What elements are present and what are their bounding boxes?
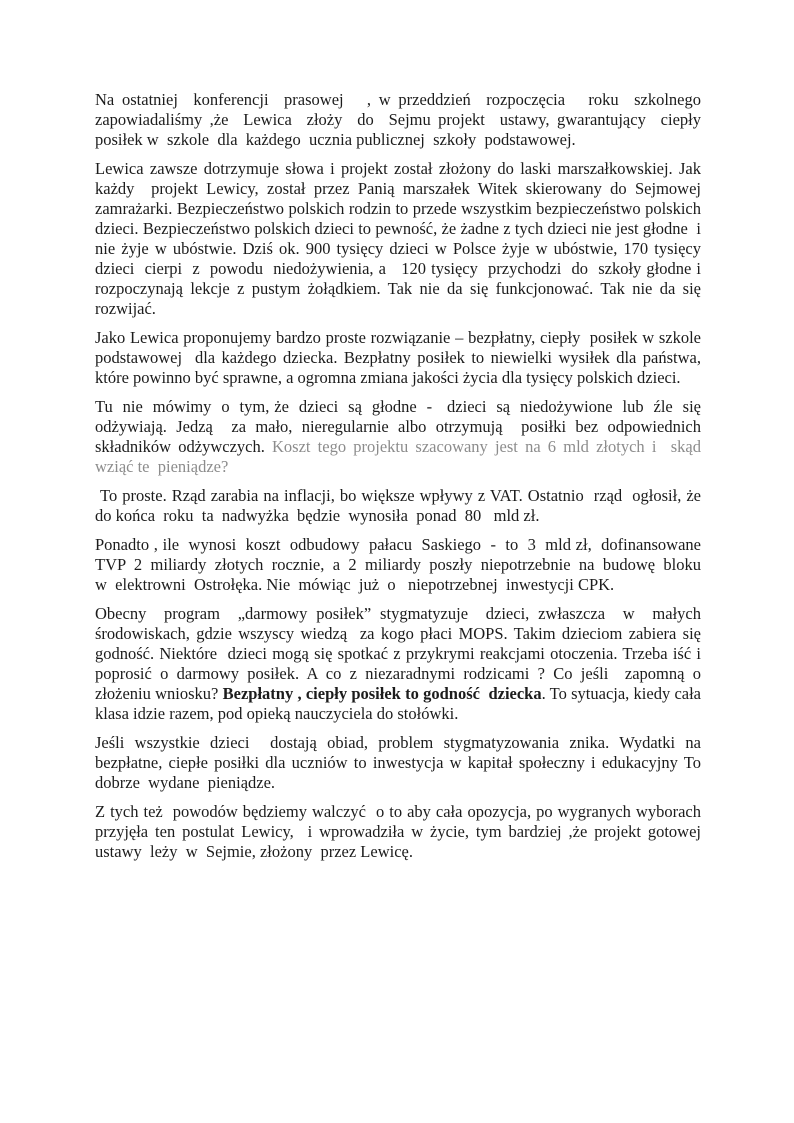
paragraph-vat-surplus <box>95 486 710 526</box>
text-run: Jeśli wszystkie dzieci dostają obiad, problem stygmatyzowania znika. Wydatki na bezpłatne, ciepłe posiłki dla uczniów to inwestycja w kapitał społeczny i edukacyjny To dobrze wydane pieniądze. <box>95 733 706 792</box>
paragraph-investment <box>95 733 706 793</box>
paragraph-lewica-project <box>95 159 710 319</box>
text-run: Na ostatniej konferencji prasowej , w przeddzień rozpoczęcia roku szkolnego zapowiadaliśmy ,że Lewica złoży do Sejmu projekt ustawy, gwarantujący ciepły posiłek w szkole dla każdego ucznia publicznej szkoły podstawowej. <box>95 90 710 149</box>
paragraph-stigma <box>95 604 706 724</box>
paragraph-costs-comparison <box>95 535 706 595</box>
paragraph-proposal <box>95 328 706 388</box>
text-run: Jako Lewica proponujemy bardzo proste rozwiązanie – bezpłatny, ciepły posiłek w szkole podstawowej dla każdego dziecka. Bezpłatny posiłek to niewielki wysiłek dla państwa, które powinno być sprawne, a ogromna zmiana jakości życia dla tysięcy polskich dzieci. <box>95 328 706 387</box>
text-run: Z tych też powodów będziemy walczyć o to aby cała opozycja, po wygranych wyborach przyjęła ten postulat Lewicy, i wprowadziła w życie, tym bardziej ,że projekt gotowej ustawy leży w Sejmie, złożony przez Lewicę. <box>95 802 710 861</box>
text-run: Obecny program „darmowy posiłek” stygmatyzuje dzieci, zwłaszcza w małych środowiskach, gdzie wszyscy wiedzą za kogo płaci MOPS. Takim dzieciom zabiera się godność. Niektóre dzieci mogą się spotkać z przykrymi reakcjami otoczenia. Trzeba iść i poprosić o darmowy posiłek. A co z niezaradnymi rodzicami ? Co jeśli zapomną o złożeniu wniosku? <box>95 604 706 703</box>
paragraph-conclusion <box>95 802 710 862</box>
bold-statement: Bezpłatny , ciepły posiłek to godność dziecka <box>222 684 542 703</box>
text-column <box>95 90 710 871</box>
text-run: Tu nie mówimy o tym, że dzieci są głodne - dzieci są niedożywione lub źle się odżywiają. Jedzą za mało, nieregularnie albo otrzymują posiłki bez odpowiednich składników odżywczych. <box>95 397 706 456</box>
text-run: . To sytuacja, kiedy cała klasa idzie razem, pod opieką nauczyciela do stołówki. <box>95 684 706 723</box>
paragraph-malnutrition <box>95 397 710 477</box>
cost-question-gray-text: Koszt tego projektu szacowany jest na 6 mld złotych i skąd wziąć te pieniądze? <box>95 437 710 476</box>
text-run: Lewica zawsze dotrzymuje słowa i projekt został złożony do laski marszałkowskiej. Jak każdy projekt Lewicy, został przez Panią marszałek Witek skierowany do Sejmowej zamrażarki. Bezpieczeństwo polskich rodzin to przede wszystkim bezpieczeństwo polskich dzieci. Bezpieczeństwo polskich dzieci to pewność, że żadne z tych dzieci nie jest głodne i nie żyje w ubóstwie. Dziś ok. 900 tysięcy dzieci w Polsce żyje w ubóstwie, 170 tysięcy dzieci cierpi z powodu niedożywienia, a 120 tysięcy przychodzi do szkoły głodne i rozpoczynają lekcje z pustym żołądkiem. Tak nie da się funkcjonować. Tak nie da się rozwijać. <box>95 159 710 318</box>
text-run: To proste. Rząd zarabia na inflacji, bo większe wpływy z VAT. Ostatnio rząd ogłosił, że do końca roku ta nadwyżka będzie wynosiła ponad 80 mld zł. <box>95 486 710 525</box>
paragraph-intro <box>95 90 710 150</box>
text-run: Ponadto , ile wynosi koszt odbudowy pałacu Saskiego - to 3 mld zł, dofinansowane TVP 2 miliardy złotych rocznie, a 2 miliardy poszły niepotrzebnie na budowę bloku w elektrowni Ostrołęka. Nie mówiąc już o niepotrzebnej inwestycji CPK. <box>95 535 706 594</box>
